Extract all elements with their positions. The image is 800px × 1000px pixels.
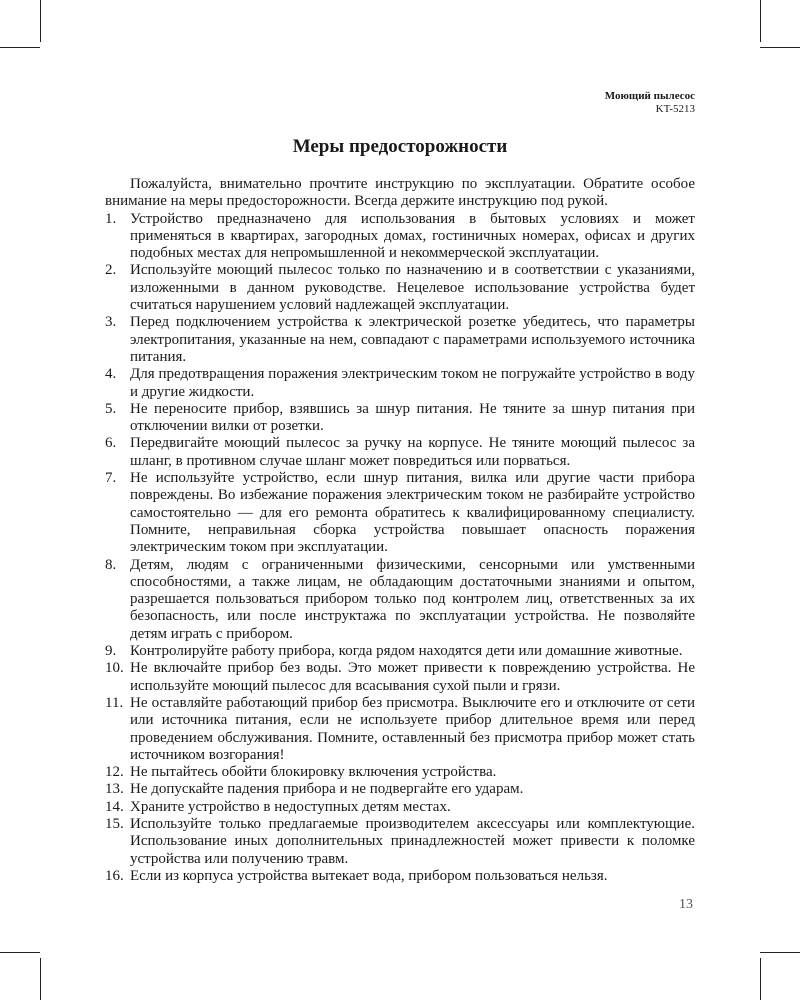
list-item-number: 14.	[105, 798, 124, 815]
list-item-text: Для предотвращения поражения электрическим током не погружайте устройство в воду и другие жидкости.	[130, 366, 695, 400]
intro-paragraph: Пожалуйста, внимательно прочтите инструкцию по эксплуатации. Обратите особое внимание на меры предосторожности. Всегда держите инструкцию под рукой.	[105, 176, 695, 210]
list-item-number: 7.	[105, 470, 117, 487]
crop-mark	[0, 952, 40, 953]
list-item-text: Перед подключением устройства к электрической розетке убедитесь, что параметры электропитания, указанные на нем, совпадают с параметрами используемого источника питания.	[130, 314, 695, 365]
list-item-number: 12.	[105, 764, 124, 781]
list-item-text: Если из корпуса устройства вытекает вода, прибором пользоваться нельзя.	[130, 867, 608, 884]
list-item-number: 3.	[105, 314, 117, 331]
list-item	[105, 435, 695, 470]
list-item-text: Передвигайте моющий пылесос за ручку на корпусе. Не тяните моющий пылесос за шланг, в противном случае шланг может повредиться или порваться.	[130, 435, 695, 469]
page-title: Меры предосторожности	[292, 136, 508, 157]
list-item-text: Храните устройство в недоступных детям местах.	[130, 798, 451, 815]
list-item	[105, 401, 695, 436]
crop-mark	[40, 958, 41, 1000]
crop-mark	[760, 0, 761, 42]
list-item-number: 9.	[105, 643, 117, 660]
list-item-text: Не переносите прибор, взявшись за шнур питания. Не тяните за шнур питания при отключении вилки от розетки.	[130, 400, 695, 435]
list-item-number: 4.	[105, 366, 117, 383]
list-item-text: Устройство предназначено для использования в бытовых условиях и может применяться в квартирах, загородных домах, гостиничных номерах, офисах и других подобных местах для непромышленной и некоммерческой эксплуатации.	[130, 210, 695, 262]
list-item	[105, 470, 695, 556]
precautions-list	[105, 211, 695, 886]
list-item-text: Не допускайте падения прибора и не подвергайте его ударам.	[130, 781, 524, 798]
list-item-number: 16.	[105, 867, 124, 884]
list-item	[105, 764, 695, 781]
list-item-text: Используйте только предлагаемые производителем аксессуары или комплектующие. Использование иных дополнительных принадлежностей может привести к поломке устройства или получению травм.	[130, 815, 695, 867]
list-item	[105, 660, 695, 695]
list-item-number: 6.	[105, 435, 117, 452]
list-item-text: Используйте моющий пылесос только по назначению и в соответствии с указаниями, изложенными в данном руководстве. Нецелевое использование устройства будет считаться нарушением условий надлежащей эксплуатации.	[130, 262, 695, 314]
list-item-number: 10.	[105, 660, 124, 677]
document-body	[105, 176, 695, 885]
list-item	[105, 314, 695, 366]
list-item-number: 11.	[105, 694, 124, 711]
list-item-number: 2.	[105, 262, 117, 279]
crop-mark	[760, 952, 800, 953]
list-item	[105, 366, 695, 401]
list-item-text: Не пытайтесь обойти блокировку включения устройства.	[130, 764, 497, 781]
list-item	[105, 781, 695, 798]
list-item-number: 8.	[105, 556, 117, 573]
list-item	[105, 557, 695, 643]
model-number: KT-5213	[655, 103, 695, 115]
list-item	[105, 643, 695, 660]
list-item	[105, 868, 695, 885]
list-item-number: 1.	[105, 210, 117, 227]
crop-mark	[760, 958, 761, 1000]
list-item-text: Не включайте прибор без воды. Это может привести к повреждению устройства. Не используйте моющий пылесос для всасывания сухой пыли и грязи.	[130, 660, 695, 694]
list-item-number: 13.	[105, 781, 124, 798]
list-item-number: 15.	[105, 815, 124, 832]
running-header	[605, 90, 695, 116]
crop-mark	[760, 47, 800, 48]
list-item	[105, 799, 695, 816]
list-item	[105, 211, 695, 263]
list-item-text: Не оставляйте работающий прибор без присмотра. Выключите его и отключите от сети или источника питания, если не используете прибор длительное время или перед проведением обслуживания. Помните, оставленный без присмотра прибор может стать источником возгорания!	[130, 694, 695, 763]
page-number: 13	[679, 897, 693, 912]
product-name: Моющий пылесос	[604, 90, 695, 102]
list-item-text: Не используйте устройство, если шнур питания, вилка или другие части прибора повреждены. Во избежание поражения электрическим током не разбирайте устройство самостоятельно — для его ремонта обратитесь к квалифицированному специалисту. Помните, неправильная сборка устройства повышает опасность поражения электрическим током при эксплуатации.	[130, 470, 695, 556]
list-item	[105, 262, 695, 314]
list-item-number: 5.	[105, 400, 117, 417]
list-item	[105, 816, 695, 868]
crop-mark	[40, 0, 41, 42]
list-item	[105, 695, 695, 764]
list-item-text: Контролируйте работу прибора, когда рядом находятся дети или домашние животные.	[130, 643, 683, 660]
crop-mark	[0, 47, 40, 48]
list-item-text: Детям, людям с ограниченными физическими, сенсорными или умственными способностями, а также лицам, не обладающим достаточными знаниями и опытом, разрешается пользоваться прибором только под контролем лиц, ответственных за их безопасность, или после инструктажа по эксплуатации устройства. Не позволяйте детям играть с прибором.	[130, 556, 695, 642]
